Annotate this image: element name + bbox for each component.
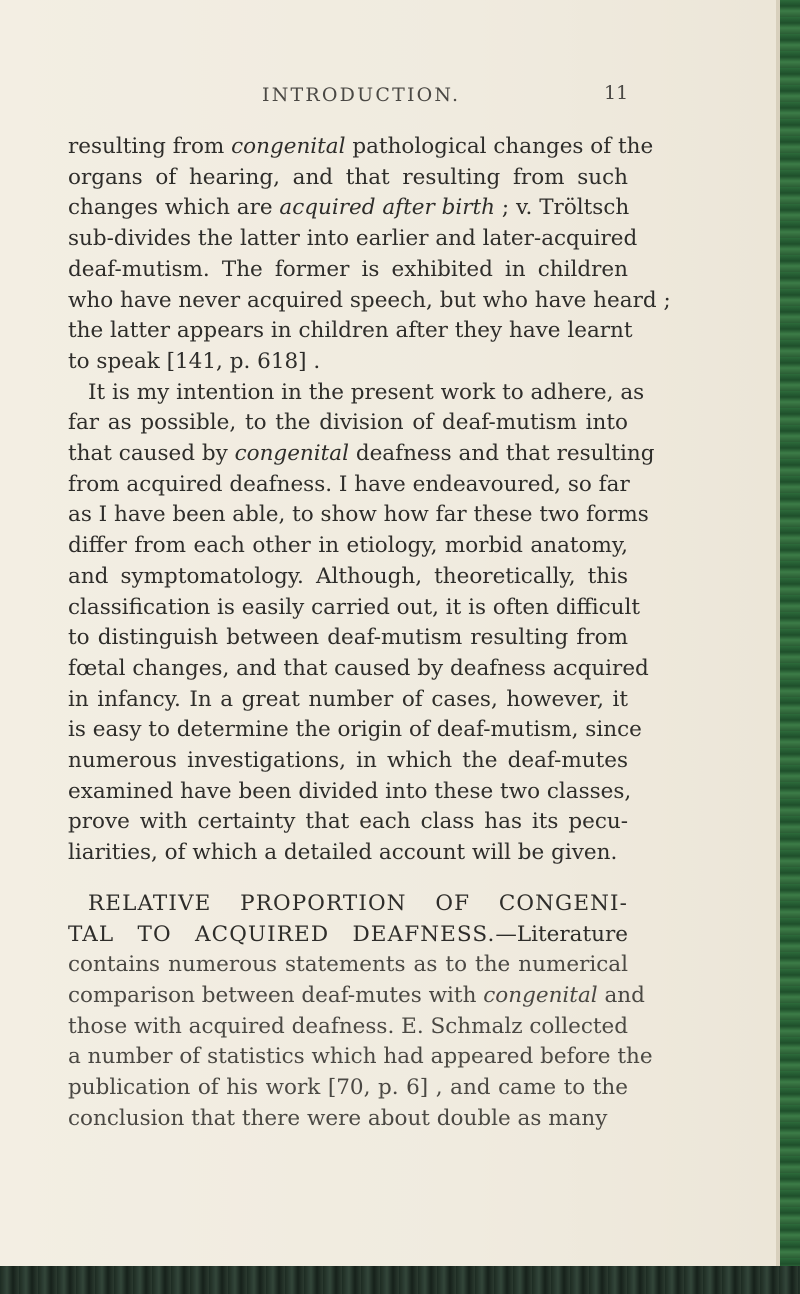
text-line: resulting from congenital pathological changes of the	[68, 134, 654, 159]
running-header	[0, 84, 782, 114]
text-line: comparison between deaf-mutes with congenital and	[68, 982, 645, 1008]
paragraph-2	[68, 378, 655, 869]
text-line: numerous investigations, in which the deaf-mutes	[68, 748, 628, 774]
text-line: to speak [141, p. 618] .	[68, 348, 321, 374]
run-in-text: —Literature	[495, 921, 628, 947]
text-line: that caused by congenital deafness and that resulting	[68, 441, 655, 467]
text-line: examined have been divided into these two classes,	[68, 778, 632, 804]
italic-phrase: acquired after birth	[279, 195, 496, 221]
section-paragraph	[68, 889, 653, 1135]
scan-bottom-edge	[0, 1266, 800, 1294]
section-gap	[68, 869, 628, 889]
text-line: conclusion that there were about double as many	[68, 1105, 608, 1131]
running-title: INTRODUCTION.	[262, 84, 461, 106]
text-line: differ from each other in etiology, morbid anatomy,	[68, 533, 628, 559]
text-line: far as possible, to the division of deaf-mutism into	[68, 410, 628, 436]
text-line: and symptomatology. Although, theoretically, this	[68, 563, 628, 589]
text-line: fœtal changes, and that caused by deafness acquired	[68, 655, 649, 681]
text-line: sub-divides the latter into earlier and later-acquired	[68, 226, 638, 252]
text-line: It is my intention in the present work to adhere, as	[88, 379, 645, 405]
text-line: publication of his work [70, p. 6] , and came to the	[68, 1075, 628, 1101]
text-line: in infancy. In a great number of cases, however, it	[68, 686, 628, 712]
text-line: from acquired deafness. I have endeavoured, so far	[68, 471, 630, 497]
page-number: 11	[604, 82, 629, 104]
text-line: deaf-mutism. The former is exhibited in children	[68, 256, 628, 282]
italic-phrase: congenital	[483, 982, 598, 1008]
text-line: a number of statistics which had appeared before the	[68, 1044, 653, 1070]
text-line: is easy to determine the origin of deaf-mutism, since	[68, 717, 642, 743]
text-line: those with acquired deafness. E. Schmalz collected	[68, 1013, 628, 1039]
text-line: classification is easily carried out, it is often difficult	[68, 594, 641, 620]
text-line: the latter appears in children after they have learnt	[68, 318, 633, 344]
text-line: to distinguish between deaf-mutism resulting from	[68, 625, 628, 651]
paragraph-1	[68, 132, 671, 378]
text-line: prove with certainty that each class has its pecu-	[68, 809, 628, 835]
text-line: contains numerous statements as to the numerical	[68, 952, 628, 978]
section-heading-line-2	[68, 920, 628, 951]
italic-phrase: congenital	[234, 441, 349, 467]
body-text	[68, 132, 671, 1135]
section-heading-line-1: RELATIVE PROPORTION OF CONGENI-	[88, 890, 628, 916]
book-spine	[780, 0, 800, 1294]
text-line: as I have been able, to show how far these two forms	[68, 502, 649, 528]
italic-phrase: congenital	[231, 134, 346, 159]
text-line: changes which are acquired after birth ; v. Tröltsch	[68, 195, 630, 221]
text-line: liarities, of which a detailed account will be given.	[68, 840, 618, 866]
text-line: who have never acquired speech, but who have heard ;	[68, 287, 671, 313]
text-line: organs of hearing, and that resulting from such	[68, 164, 628, 190]
section-heading-text: TAL TO ACQUIRED DEAFNESS.	[68, 921, 496, 947]
